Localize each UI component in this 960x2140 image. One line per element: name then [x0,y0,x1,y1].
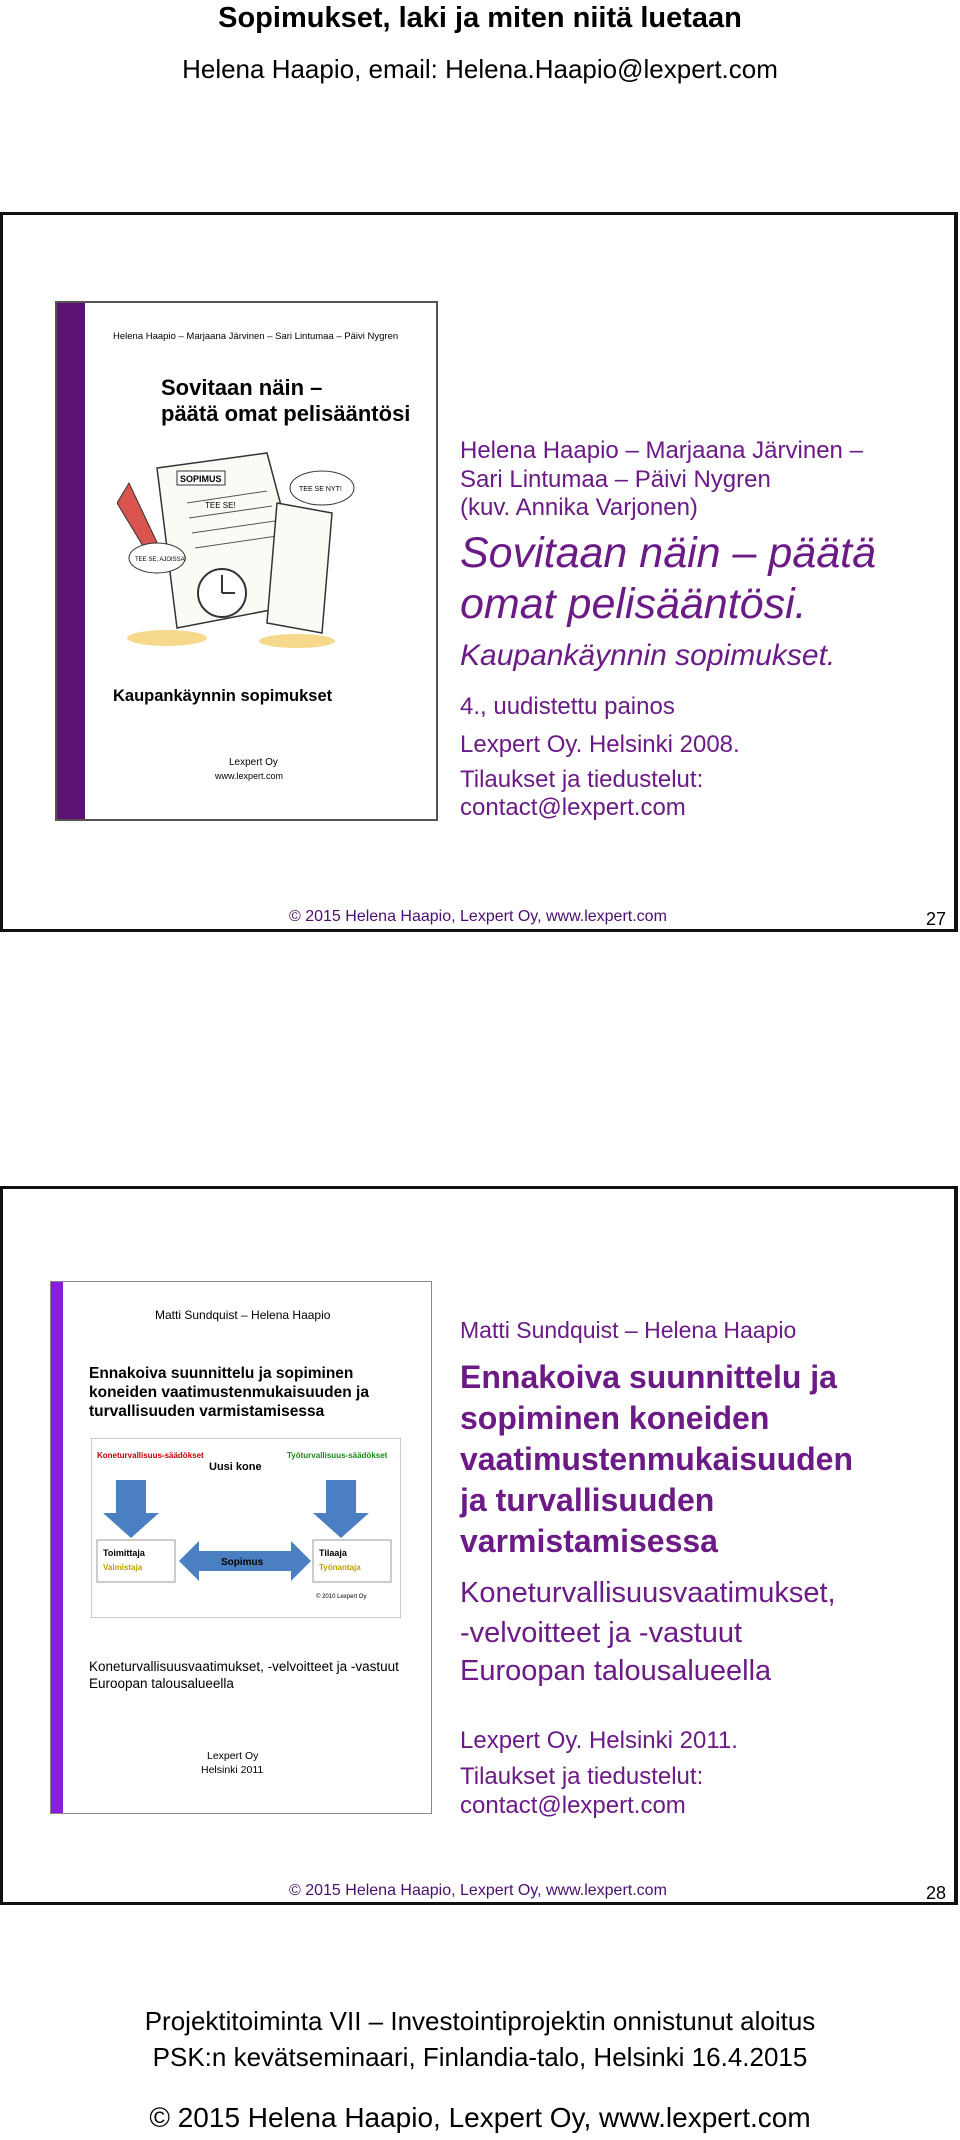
cover2-title: Ennakoiva suunnittelu ja sopiminen koneiden vaatimustenmukaisuuden ja turvallisuuden varmistamisessa [89,1365,369,1420]
page-header-author: Helena Haapio, email: Helena.Haapio@lexpert.com [182,54,778,84]
diagram-party-right: Tilaaja [319,1548,347,1558]
slide2-subtitle-line1: Koneturvallisuusvaatimukset, [460,1577,836,1609]
slide1-title-line1: Sovitaan näin – päätä [460,529,876,577]
slide2-subtitle-line3: Euroopan talousalueella [460,1655,772,1687]
slide2-authors: Matti Sundquist – Helena Haapio [460,1317,797,1343]
cover-publisher: Lexpert Oy [229,757,278,768]
diagram-copyright: © 2010 Lexpert Oy [316,1594,367,1600]
page-header-title: Sopimukset, laki ja miten niitä luetaan [218,2,742,34]
sign-sopimus: SOPIMUS [180,474,222,484]
slide1-publisher: Lexpert Oy. Helsinki 2008. [460,731,740,758]
slide2-page-number: 28 [925,1883,946,1903]
book-cover-1 [55,301,438,821]
slide2-title-line1: Ennakoiva suunnittelu ja [460,1359,837,1395]
page-footer-line1: Projektitoiminta VII – Investointiprojektin onnistunut aloitus [144,2006,816,2036]
slide1-subtitle: Kaupankäynnin sopimukset. [460,639,836,672]
slide1-authors-line2: Sari Lintumaa – Päivi Nygren [460,466,771,493]
cover2-diagram [91,1438,401,1618]
slide1-edition: 4., uudistettu painos [460,693,675,720]
cover-illustration [117,443,357,653]
diagram-party-right-sub: Työnantaja [319,1563,361,1572]
slide1-copyright: © 2015 Helena Haapio, Lexpert Oy, www.lexpert.com [289,908,667,925]
cover2-authors: Matti Sundquist – Helena Haapio [155,1308,331,1322]
cover2-publisher: Lexpert Oy [207,1750,259,1762]
diagram-contract: Sopimus [221,1557,264,1568]
cover-url: www.lexpert.com [215,771,284,781]
slide2-title-line2: sopiminen koneiden [460,1400,770,1436]
page-footer-line3: © 2015 Helena Haapio, Lexpert Oy, www.lexpert.com [149,2102,811,2133]
slide2-title-line3: vaatimustenmukaisuuden [460,1441,853,1477]
bubble-text-2: TEE SE, AJOISSA! [135,557,187,563]
slide2-copyright: © 2015 Helena Haapio, Lexpert Oy, www.lexpert.com [289,1882,667,1899]
slide1-email: contact@lexpert.com [460,794,686,821]
cover2-place: Helsinki 2011 [201,1764,264,1776]
sign-tee-se: TEE SE! [205,501,236,510]
slide2-publisher: Lexpert Oy. Helsinki 2011. [460,1727,738,1754]
slide1-orders: Tilaukset ja tiedustelut: [460,766,704,793]
slide2-orders: Tilaukset ja tiedustelut: [460,1763,704,1790]
slide1-page-number: 27 [925,909,946,929]
book-cover-2 [50,1281,432,1814]
cover-stripe [51,1282,63,1813]
diagram-box-right: Työturvallisuus-säädökset [287,1451,388,1460]
cover-authors: Helena Haapio – Marjaana Järvinen – Sari Lintumaa – Päivi Nygren [113,331,399,342]
bubble-text-1: TEE SE NYT! [299,486,342,493]
cover-subtitle: Kaupankäynnin sopimukset [113,687,333,705]
slide-27 [0,212,958,932]
slide2-subtitle-line2: -velvoitteet ja -vastuut [460,1617,743,1649]
slide1-illustrator: (kuv. Annika Varjonen) [460,494,698,521]
cover-stripe [57,303,85,819]
slide-28 [0,1186,958,1905]
slide2-title-line4: ja turvallisuuden [460,1482,715,1518]
slide2-email: contact@lexpert.com [460,1792,686,1819]
slide2-title-line5: varmistamisessa [460,1523,718,1559]
slide1-authors-line1: Helena Haapio – Marjaana Järvinen – [460,437,863,464]
diagram-box-center: Uusi kone [209,1461,262,1473]
cover-title-line2: päätä omat pelisääntösi [161,401,411,426]
diagram-party-left-sub: Valmistaja [103,1563,143,1572]
page-footer-line2: PSK:n kevätseminaari, Finlandia-talo, Helsinki 16.4.2015 [152,2042,808,2072]
cover-title-line1: Sovitaan näin – [161,375,323,400]
diagram-box-left: Koneturvallisuus-säädökset [97,1451,204,1460]
slide1-title-line2: omat pelisääntösi. [460,580,807,628]
diagram-party-left: Toimittaja [103,1548,145,1558]
cover2-subtitle: Koneturvallisuusvaatimukset, -velvoitteet ja -vastuut Euroopan talousalueella [89,1659,399,1691]
